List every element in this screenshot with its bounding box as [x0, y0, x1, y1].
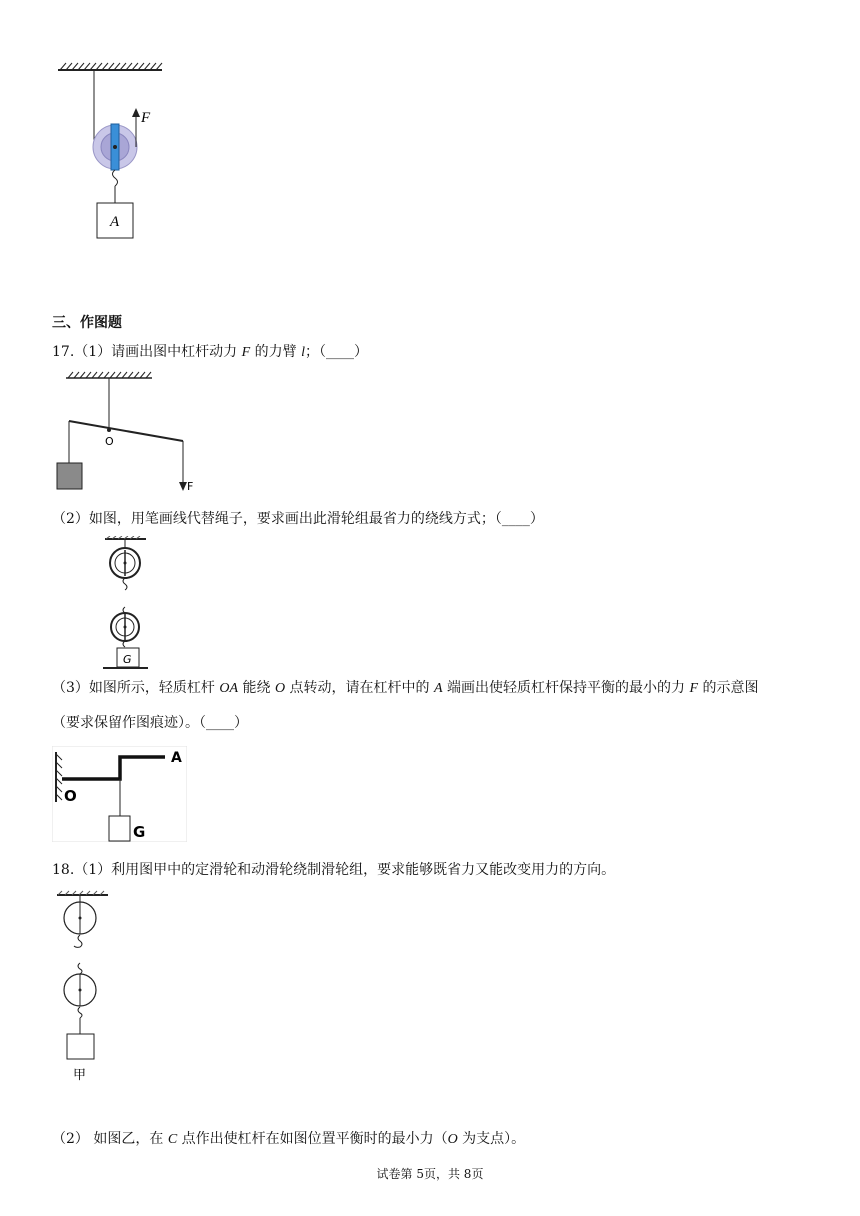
- q18-p2-suffix: 为支点）。: [457, 1131, 526, 1147]
- top-block-label: A: [110, 214, 120, 230]
- section-title: 三、作图题: [52, 315, 122, 331]
- pulley-group-figure: [100, 536, 150, 672]
- q17-p1-var-l: l: [301, 345, 305, 360]
- q18-part1: 18.（1）利用图甲中的定滑轮和动滑轮绕制滑轮组，要求能够既省力又能改变用力的方向。: [52, 862, 616, 878]
- q17-p3-var-f: F: [689, 681, 698, 696]
- pulley-figure-jia: [52, 890, 112, 1085]
- jia-caption: 甲: [73, 1068, 87, 1083]
- lever-figure-1: [52, 370, 212, 500]
- q17-p3-e: 的示意图: [698, 680, 759, 696]
- bent-lever-end-label: A: [171, 750, 182, 766]
- pulley-block-label: G: [123, 653, 132, 666]
- q17-part3-line2: （要求保留作图痕迹）。（____）: [52, 715, 248, 731]
- q17-part1: [52, 342, 368, 363]
- q18-p2-mid: 点作出使杠杆在如图位置平衡时的最小力（: [177, 1131, 448, 1147]
- q17-part3-line1: [52, 678, 758, 699]
- q17-number: 17.: [52, 344, 75, 360]
- q17-p1-mid: 的力臂: [250, 344, 302, 360]
- q17-p1-prefix: （1）请画出图中杠杆动力: [74, 344, 242, 360]
- q17-p3-var-o: O: [274, 681, 286, 696]
- q17-p3-a: （3）如图所示，轻质杠杆: [52, 680, 220, 696]
- q17-part2: （2）如图，用笔画线代替绳子，要求画出此滑轮组最省力的绕线方式；（____）: [52, 511, 544, 527]
- top-force-label: F: [141, 110, 151, 126]
- bent-lever-figure: [52, 746, 187, 842]
- q17-p3-var-a: A: [433, 681, 443, 696]
- lever1-force-label: F: [187, 480, 194, 493]
- q17-p3-b: 能绕: [238, 680, 275, 696]
- q18-p2-var-c: C: [167, 1132, 178, 1147]
- q17-p1-suffix: ；（____）: [304, 344, 368, 360]
- q17-p3-c: 点转动，请在杠杆中的: [285, 680, 434, 696]
- q17-p3-d: 端画出使轻质杠杆保持平衡的最小的力: [442, 680, 690, 696]
- page-footer: 试卷第 5页，共 8页: [376, 1167, 484, 1181]
- q18-p2-var-o: O: [447, 1132, 458, 1147]
- pulley-force-figure: [50, 60, 180, 250]
- q18-p2-prefix: （2） 如图乙，在: [52, 1131, 168, 1147]
- q17-p3-var-oa: OA: [219, 681, 239, 696]
- bent-lever-pivot-label: O: [64, 787, 77, 805]
- q18-part2: [52, 1129, 525, 1150]
- bent-lever-weight-label: G: [133, 823, 146, 841]
- q17-p1-var-f: F: [241, 345, 251, 360]
- lever1-pivot-label: O: [105, 435, 114, 448]
